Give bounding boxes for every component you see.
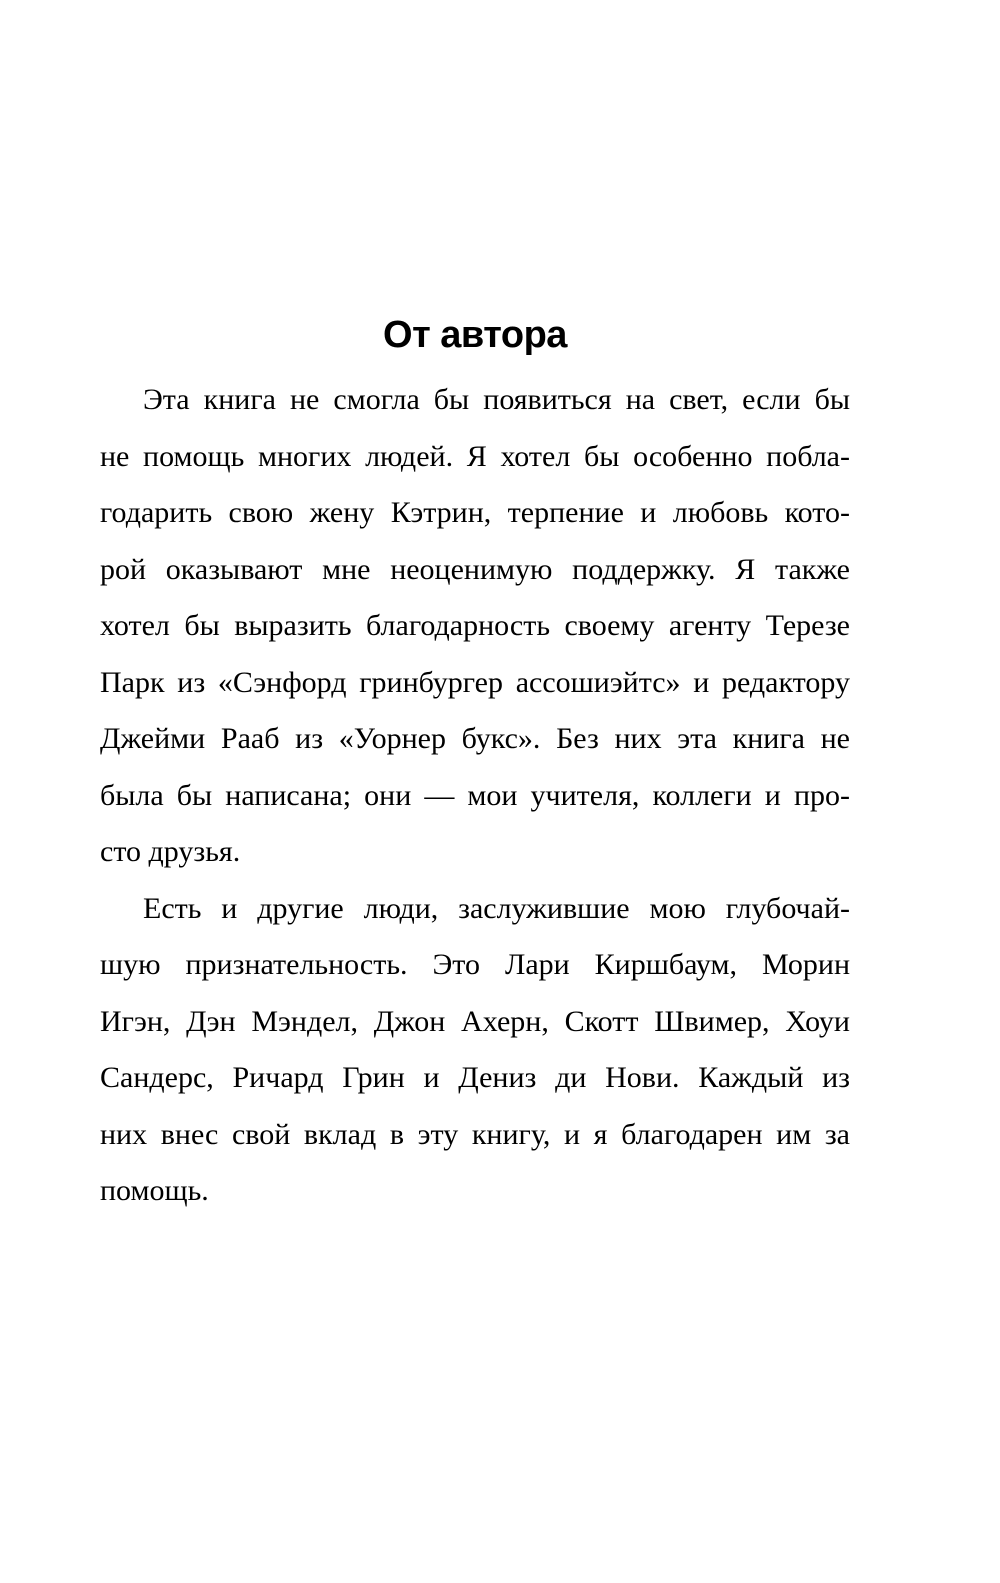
acknowledgements-text <box>100 372 850 1220</box>
text-line: Сандерс, Ричард Грин и Дениз ди Нови. Каждый из <box>100 1061 850 1094</box>
text-line: хотел бы выразить благодарность своему агенту Терезе <box>100 609 850 642</box>
text-line: была бы написана; они — мои учителя, коллеги и про- <box>100 778 850 812</box>
text-line: помощь. <box>100 1174 209 1207</box>
text-line: шую признательность. Это Лари Киршбаум, Морин <box>100 948 850 981</box>
page-title: От автора <box>383 314 567 356</box>
text-line: не помощь многих людей. Я хотел бы особенно побла- <box>100 439 850 473</box>
text-line: Джейми Рааб из «Уорнер букс». Без них эта книга не <box>100 722 850 755</box>
text-line: Эта книга не смогла бы появиться на свет, если бы <box>143 383 850 416</box>
text-line: рой оказывают мне неоценимую поддержку. Я также <box>100 552 850 586</box>
text-line: сто друзья. <box>100 835 241 868</box>
text-line: Игэн, Дэн Мэндел, Джон Ахерн, Скотт Швимер, Хоуи <box>100 1004 850 1038</box>
text-line: годарить свою жену Кэтрин, терпение и любовь кото- <box>100 496 850 529</box>
text-line: Есть и другие люди, заслужившие мою глубочай- <box>143 891 850 925</box>
text-line: Парк из «Сэнфорд гринбургер ассошиэйтс» и редактору <box>100 665 850 699</box>
text-line: них внес свой вклад в эту книгу, и я благодарен им за <box>100 1117 850 1151</box>
